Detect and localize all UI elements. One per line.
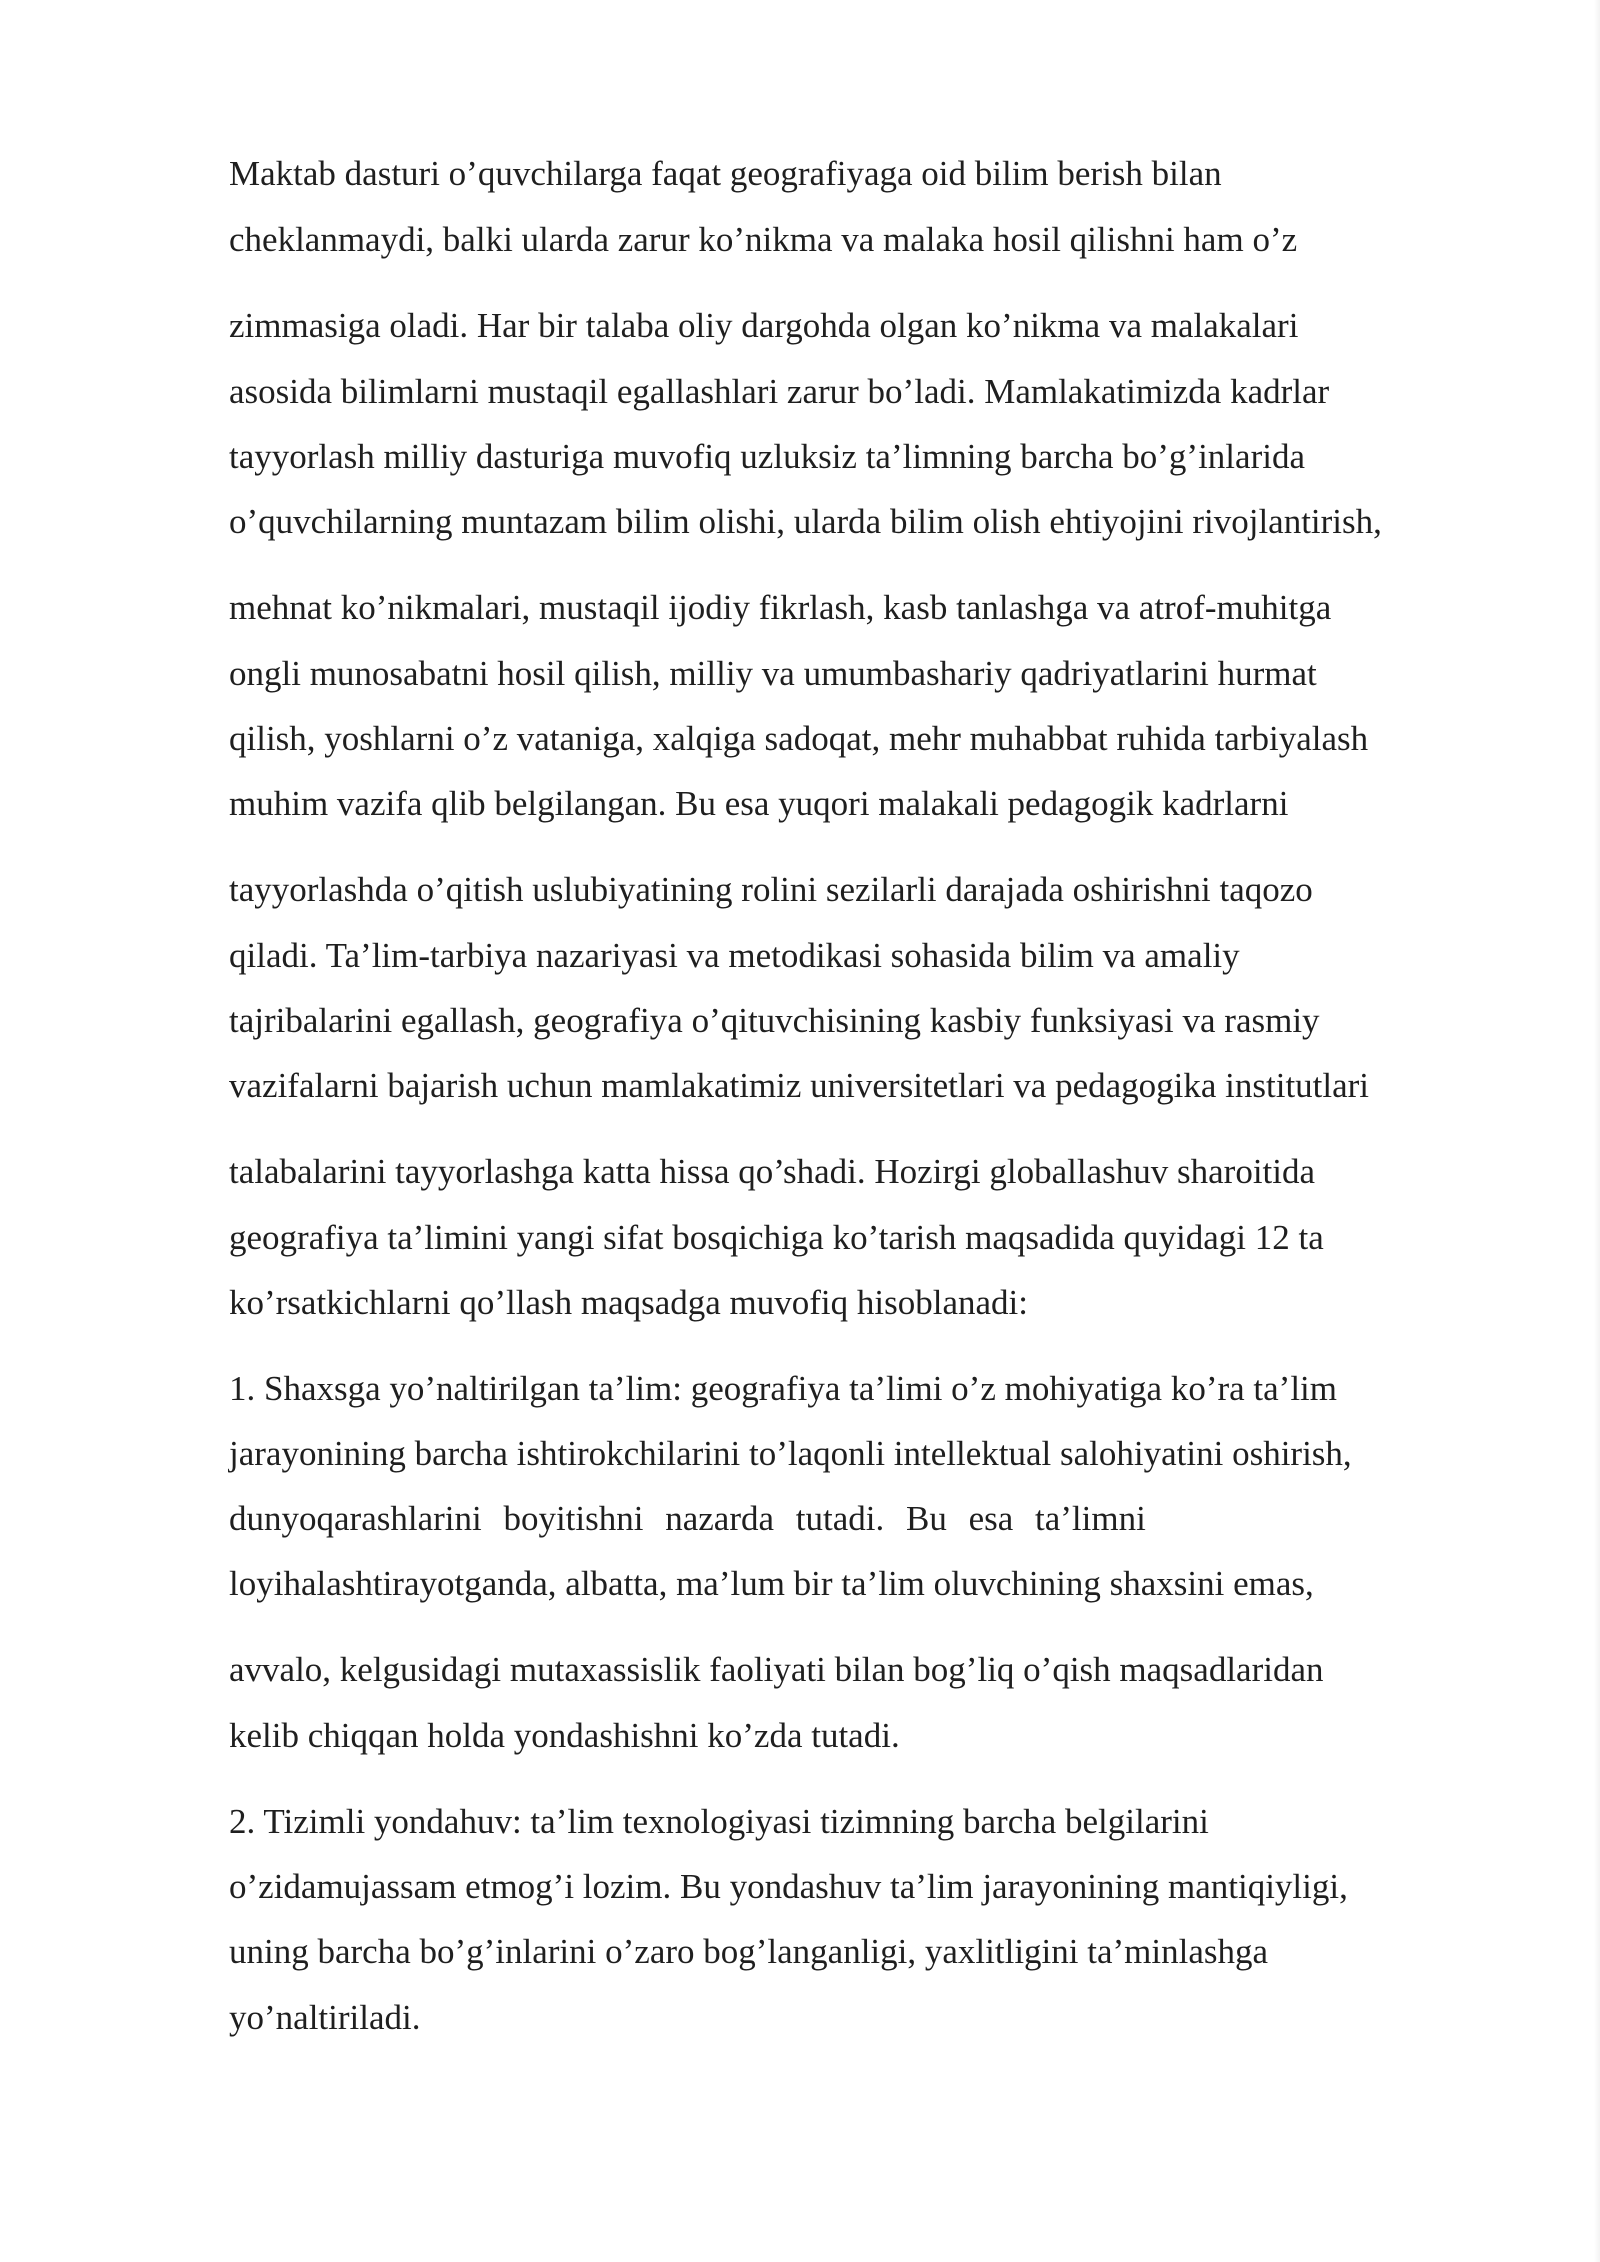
page-edge-shadow: [1594, 0, 1600, 2262]
text-line-25: o’zidamujassam etmog’i lozim. Bu yondashuv ta’lim jarayonining mantiqiyligi,: [229, 1867, 1348, 1906]
text-line-27: yo’naltiriladi.: [229, 1998, 421, 2037]
text-line-20: dunyoqarashlarini boyitishni nazarda tutadi. Bu esa ta’limni: [229, 1499, 1146, 1538]
text-line-15: talabalarini tayyorlashga katta hissa qo’shadi. Hozirgi globallashuv sharoitida: [229, 1152, 1316, 1191]
text-line-17: ko’rsatkichlarni qo’llash maqsadga muvofiq hisoblanadi:: [229, 1283, 1028, 1322]
text-line-24: 2. Tizimli yondahuv: ta’lim texnologiyasi tizimning barcha belgilarini: [229, 1802, 1209, 1841]
text-line-16: geografiya ta’limini yangi sifat bosqichiga ko’tarish maqsadida quyidagi 12 ta: [229, 1218, 1324, 1257]
text-line-4: asosida bilimlarni mustaqil egallashlari zarur bo’ladi. Mamlakatimizda kadrlar: [229, 372, 1330, 411]
text-line-1: Maktab dasturi o’quvchilarga faqat geografiyaga oid bilim berish bilan: [229, 154, 1222, 193]
text-line-21: loyihalashtirayotganda, albatta, ma’lum bir ta’lim oluvchining shaxsini emas,: [229, 1564, 1314, 1603]
text-line-11: tayyorlashda o’qitish uslubiyatining rolini sezilarli darajada oshirishni taqozo: [229, 870, 1313, 909]
text-line-7: mehnat ko’nikmalari, mustaqil ijodiy fikrlash, kasb tanlashga va atrof-muhitga: [229, 588, 1332, 627]
text-line-12: qiladi. Ta’lim-tarbiya nazariyasi va metodikasi sohasida bilim va amaliy: [229, 936, 1240, 975]
text-line-22: avvalo, kelgusidagi mutaxassislik faoliyati bilan bog’liq o’qish maqsadlaridan: [229, 1650, 1324, 1689]
text-line-13: tajribalarini egallash, geografiya o’qituvchisining kasbiy funksiyasi va rasmiy: [229, 1001, 1320, 1040]
text-line-18: 1. Shaxsga yo’naltirilgan ta’lim: geografiya ta’limi o’z mohiyatiga ko’ra ta’lim: [229, 1369, 1338, 1408]
text-line-23: kelib chiqqan holda yondashishni ko’zda tutadi.: [229, 1716, 900, 1755]
text-line-26: uning barcha bo’g’inlarini o’zaro bog’langanligi, yaxlitligini ta’minlashga: [229, 1932, 1269, 1971]
text-line-8: ongli munosabatni hosil qilish, milliy va umumbashariy qadriyatlarini hurmat: [229, 654, 1317, 693]
text-line-9: qilish, yoshlarni o’z vataniga, xalqiga sadoqat, mehr muhabbat ruhida tarbiyalash: [229, 719, 1369, 758]
text-line-2: cheklanmaydi, balki ularda zarur ko’nikma va malaka hosil qilishni ham o’z: [229, 220, 1298, 259]
text-line-19: jarayonining barcha ishtirokchilarini to’laqonli intellektual salohiyatini oshirish,: [229, 1434, 1352, 1473]
text-line-10: muhim vazifa qlib belgilangan. Bu esa yuqori malakali pedagogik kadrlarni: [229, 784, 1289, 823]
text-line-3: zimmasiga oladi. Har bir talaba oliy dargohda olgan ko’nikma va malakalari: [229, 306, 1299, 345]
text-line-6: o’quvchilarning muntazam bilim olishi, ularda bilim olish ehtiyojini rivojlantirish,: [229, 502, 1382, 541]
text-line-5: tayyorlash milliy dasturiga muvofiq uzluksiz ta’limning barcha bo’g’inlarida: [229, 437, 1305, 476]
text-line-14: vazifalarni bajarish uchun mamlakatimiz universitetlari va pedagogika institutlari: [229, 1066, 1370, 1105]
